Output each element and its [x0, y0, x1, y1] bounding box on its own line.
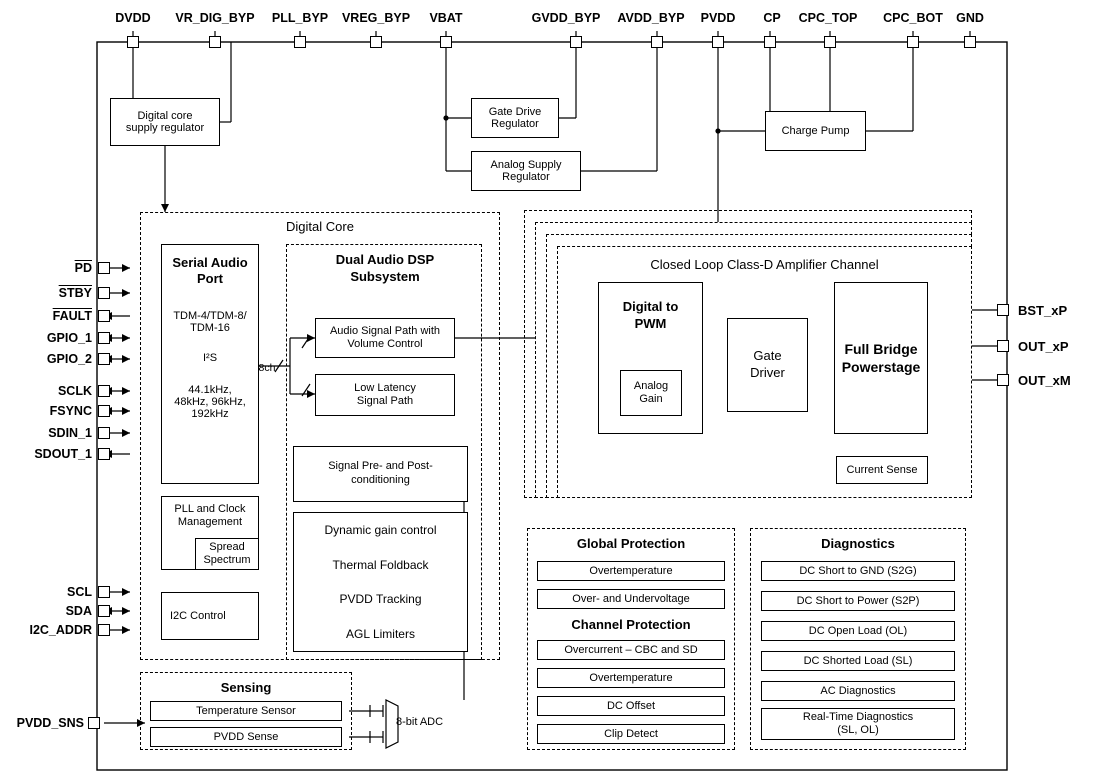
- pin-marker-pvdd-sns: [88, 717, 100, 729]
- i2c-control: I2C Control: [161, 592, 259, 640]
- analog-supply-regulator: Analog Supply Regulator: [471, 151, 581, 191]
- pin-label-pll-byp: PLL_BYP: [271, 11, 329, 25]
- pin-label-gnd: GND: [956, 11, 984, 25]
- pin-marker-vrdigbyp: [209, 36, 221, 48]
- sap-line-5: 48kHz, 96kHz,: [174, 395, 246, 408]
- protection-item-dc-offset: DC Offset: [537, 696, 725, 716]
- gate-drive-regulator: Gate Drive Regulator: [471, 98, 559, 138]
- pin-marker-stby: [98, 287, 110, 299]
- serial-audio-port-title: Serial Audio Port: [172, 255, 248, 287]
- pin-label-i2c-addr: I2C_ADDR: [29, 623, 92, 637]
- pin-label-cp: CP: [763, 11, 781, 25]
- diagnostics-item-s2p: DC Short to Power (S2P): [761, 591, 955, 611]
- pvdd-tracking: PVDD Tracking: [339, 592, 422, 607]
- pin-label-vreg-byp: VREG_BYP: [341, 11, 411, 25]
- pin-marker-pllbyp: [294, 36, 306, 48]
- pin-label-pd: $\overline{PD}$: [74, 261, 92, 275]
- diagnostics-item-s2g: DC Short to GND (S2G): [761, 561, 955, 581]
- pin-marker-vregbyp: [370, 36, 382, 48]
- pin-marker-sdout-1: [98, 448, 110, 460]
- protection-item-overcurrent: Overcurrent – CBC and SD: [537, 640, 725, 660]
- pin-marker-cp: [764, 36, 776, 48]
- sap-line-1: TDM-4/TDM-8/: [173, 309, 247, 322]
- pin-label-out-xm: OUT_xM: [1018, 373, 1071, 388]
- agl-limiters: AGL Limiters: [346, 626, 415, 641]
- global-protection-title: Global Protection: [576, 536, 686, 551]
- pin-marker-cpcbot: [907, 36, 919, 48]
- protection-item-clip-detect: Clip Detect: [537, 724, 725, 744]
- pin-label-gpio-2: GPIO_2: [46, 352, 92, 366]
- sap-line-3: I²S: [202, 351, 218, 364]
- pin-label-pvdd: PVDD: [700, 11, 736, 25]
- channel-protection-title: Channel Protection: [571, 617, 691, 632]
- diagnostics-item-ac-diagnostics: AC Diagnostics: [761, 681, 955, 701]
- pll-title: PLL and Clock Management: [174, 503, 246, 529]
- pin-label-gvdd-byp: GVDD_BYP: [531, 11, 601, 25]
- gate-driver-block: Gate Driver: [727, 318, 808, 412]
- pin-marker-scl: [98, 586, 110, 598]
- pin-marker-pd: [98, 262, 110, 274]
- pin-marker-gpio-1: [98, 332, 110, 344]
- sap-line-4: 44.1kHz,: [188, 383, 232, 396]
- pin-label-sda: SDA: [65, 604, 92, 618]
- pin-label-dvdd: DVDD: [115, 11, 151, 25]
- protection-item-overtemperature-global: Overtemperature: [537, 561, 725, 581]
- full-bridge-powerstage-block: Full Bridge Powerstage: [834, 282, 928, 434]
- sap-line-2: TDM-16: [190, 321, 230, 334]
- analog-gain-block: Analog Gain: [620, 370, 682, 416]
- digital-core-title: Digital Core: [286, 219, 354, 234]
- pin-label-scl: SCL: [67, 585, 92, 599]
- pin-marker-fault: [98, 310, 110, 322]
- protection-item-over-undervoltage: Over- and Undervoltage: [537, 589, 725, 609]
- pin-label-vbat: VBAT: [429, 11, 463, 25]
- pin-marker-sclk: [98, 385, 110, 397]
- pin-label-pvdd-sns: PVDD_SNS: [16, 716, 84, 730]
- sap-line-6: 192kHz: [191, 407, 229, 420]
- pin-marker-sdin-1: [98, 427, 110, 439]
- low-latency-signal-path-block: Low Latency Signal Path: [315, 374, 455, 416]
- pin-label-avdd-byp: AVDD_BYP: [617, 11, 685, 25]
- audio-signal-path-block: Audio Signal Path with Volume Control: [315, 318, 455, 358]
- digital-core-supply-regulator: Digital core supply regulator: [110, 98, 220, 146]
- diagnostics-item-shorted-load: DC Shorted Load (SL): [761, 651, 955, 671]
- pin-label-vr-dig-byp: VR_DIG_BYP: [175, 11, 255, 25]
- pin-marker-gvddbyp: [570, 36, 582, 48]
- pin-label-sclk: SCLK: [57, 384, 92, 398]
- protection-item-overtemperature-channel: Overtemperature: [537, 668, 725, 688]
- thermal-foldback: Thermal Foldback: [332, 557, 429, 572]
- pin-marker-dvdd: [127, 36, 139, 48]
- pin-label-cpc-bot: CPC_BOT: [883, 11, 943, 25]
- pin-label-bst-xp: BST_xP: [1018, 303, 1068, 318]
- pin-label-gpio-1: GPIO_1: [46, 331, 92, 345]
- temperature-sensor-block: Temperature Sensor: [150, 701, 342, 721]
- pin-marker-gnd: [964, 36, 976, 48]
- pin-marker-bst-xp: [997, 304, 1009, 316]
- pin-marker-i2c-addr: [98, 624, 110, 636]
- amp-channel-title: Closed Loop Class-D Amplifier Channel: [650, 257, 879, 272]
- digital-to-pwm-title: Digital to PWM: [622, 299, 679, 331]
- pin-marker-cpctop: [824, 36, 836, 48]
- signal-conditioning-block: Signal Pre- and Post- conditioning: [293, 446, 468, 502]
- pin-label-stby: STBY: [58, 286, 92, 300]
- pin-marker-fsync: [98, 405, 110, 417]
- pin-marker-avddbyp: [651, 36, 663, 48]
- pin-label-sdout-1: SDOUT_1: [34, 447, 92, 461]
- charge-pump: Charge Pump: [765, 111, 866, 151]
- dsp-bus-label: 8ch: [258, 362, 276, 374]
- serial-audio-port: [161, 244, 259, 484]
- pin-marker-sda: [98, 605, 110, 617]
- pin-marker-vbat: [440, 36, 452, 48]
- spread-spectrum: Spread Spectrum: [195, 538, 259, 570]
- dynamic-features-block: [293, 512, 468, 652]
- pvdd-sense-block: PVDD Sense: [150, 727, 342, 747]
- diagnostics-item-realtime: Real-Time Diagnostics (SL, OL): [761, 708, 955, 740]
- dynamic-gain-control: Dynamic gain control: [324, 523, 437, 538]
- diagnostics-item-open-load: DC Open Load (OL): [761, 621, 955, 641]
- adc-label: 8-bit ADC: [396, 716, 444, 728]
- pin-label-fault: FAULT: [52, 309, 92, 323]
- pin-label-sdin-1: SDIN_1: [48, 426, 92, 440]
- pin-marker-gpio-2: [98, 353, 110, 365]
- sensing-title: Sensing: [220, 680, 272, 695]
- pin-label-fsync: FSYNC: [49, 404, 92, 418]
- pin-marker-out-xm: [997, 374, 1009, 386]
- pin-marker-out-xp: [997, 340, 1009, 352]
- pin-label-cpc-top: CPC_TOP: [798, 11, 858, 25]
- dual-audio-dsp-title: Dual Audio DSP Subsystem: [335, 252, 435, 284]
- diagnostics-title: Diagnostics: [821, 536, 895, 551]
- current-sense-block: Current Sense: [836, 456, 928, 484]
- pin-label-out-xp: OUT_xP: [1018, 339, 1069, 354]
- pin-marker-pvdd: [712, 36, 724, 48]
